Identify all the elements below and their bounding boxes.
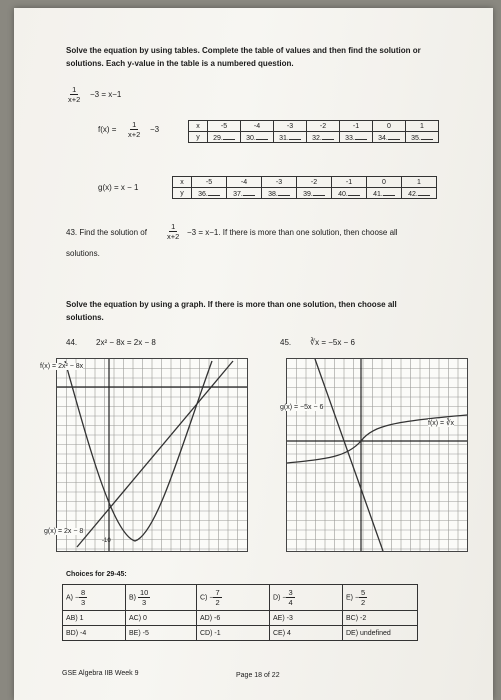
f-label-prefix: f(x) = [98,125,117,134]
table-g [172,176,437,199]
table-g-y[interactable]: 37. [227,188,262,199]
table-g-y-header: y [173,188,192,199]
table-f-x: -2 [307,121,340,132]
equation-fraction: $\frac{1}{x+2}$ [68,85,81,104]
q45-g-label: g(x) = −5x − 6 [280,404,324,411]
table-g-y[interactable]: 38. [262,188,297,199]
q43-line-2: solutions. [66,249,100,258]
f-label-fraction: $\frac{1}{x+2}$ [128,120,141,139]
table-g-x-header: x [173,177,192,188]
q45-equation: ∛x = −5x − 6 [310,338,355,347]
table-f [188,120,439,143]
table-f-x: 1 [406,121,439,132]
graph-44-svg [57,359,247,551]
table-g-x: -3 [262,177,297,188]
table-f-x: -3 [274,121,307,132]
table-g-x: 0 [367,177,402,188]
q44-number: 44. [66,338,78,347]
table-f-y[interactable]: 34. [373,132,406,143]
q44-g-label: g(x) = 2x − 8 [44,528,84,535]
choice-E[interactable]: E) − $\frac{5}{2}$ [343,585,418,611]
choice-CD[interactable]: CD) -1 [197,626,270,641]
table-f-y[interactable]: 31. [274,132,307,143]
graph-45-svg [287,359,467,551]
f-label-rest: −3 [150,125,160,134]
table-g-x: 1 [402,177,437,188]
q45-f-label: f(x) = ∛x [428,420,455,427]
choice-AE[interactable]: AE) -3 [270,611,343,626]
footer-page-number: Page 18 of 22 [236,672,280,679]
table-g-y[interactable]: 40. [332,188,367,199]
choice-AC[interactable]: AC) 0 [126,611,197,626]
table-g-y[interactable]: 41. [367,188,402,199]
worksheet-page [14,8,493,700]
graph-instructions-line-2: solutions. [66,313,104,322]
choice-AD[interactable]: AD) -6 [197,611,270,626]
choice-BE[interactable]: BE) -5 [126,626,197,641]
choice-B[interactable]: B) $\frac{10}{3}$ [126,585,197,611]
instructions-line-1: Solve the equation by using tables. Complete the table of values and then find the solution or [66,46,421,55]
choices-title: Choices for 29-45: [66,571,127,578]
table-g-x: -4 [227,177,262,188]
table-f-y[interactable]: 29. [208,132,241,143]
table-g-x: -1 [332,177,367,188]
footer-course: GSE Algebra IIB Week 9 [62,670,139,677]
q44-axis-min-label: -10 [102,538,111,544]
table-f-y[interactable]: 33. [340,132,373,143]
graph-instructions-line-1: Solve the equation by using a graph. If there is more than one solution, then choose all [66,300,397,309]
choice-C[interactable]: C) − $\frac{7}{2}$ [197,585,270,611]
table-f-x: -1 [340,121,373,132]
q44-equation: 2x² − 8x = 2x − 8 [96,338,156,347]
table-f-x: -5 [208,121,241,132]
choice-CE[interactable]: CE) 4 [270,626,343,641]
table-g-y[interactable]: 39. [297,188,332,199]
table-g-y[interactable]: 36. [192,188,227,199]
q43-fraction: $\frac{1}{x+2}$ [167,222,180,241]
table-g-x: -5 [192,177,227,188]
choice-DE[interactable]: DE) undefined [343,626,418,641]
table-f-x: -4 [241,121,274,132]
instructions-line-2: solutions. Each y-value in the table is a numbered question. [66,59,294,68]
table-f-y[interactable]: 30. [241,132,274,143]
choice-BC[interactable]: BC) -2 [343,611,418,626]
choice-D[interactable]: D) − $\frac{3}{4}$ [270,585,343,611]
choice-A[interactable]: A) − $\frac{8}{3}$ [63,585,126,611]
table-f-x: 0 [373,121,406,132]
choice-BD[interactable]: BD) -4 [63,626,126,641]
table-g-y[interactable]: 42. [402,188,437,199]
table-f-y[interactable]: 35. [406,132,439,143]
g-label: g(x) = x − 1 [98,183,139,192]
table-f-y-header: y [189,132,208,143]
graph-45 [286,358,468,552]
table-g-x: -2 [297,177,332,188]
q43-suffix: −3 = x−1. If there is more than one solution, then choose all [187,228,398,237]
q44-f-label: f(x) = 2x² − 8x [40,363,84,370]
q43-prefix: 43. Find the solution of [66,228,147,237]
graph-44 [56,358,248,552]
equation-rest: −3 = x−1 [90,90,122,99]
choice-AB[interactable]: AB) 1 [63,611,126,626]
table-f-y[interactable]: 32. [307,132,340,143]
q45-number: 45. [280,338,292,347]
choices-table [62,584,418,641]
table-f-x-header: x [189,121,208,132]
